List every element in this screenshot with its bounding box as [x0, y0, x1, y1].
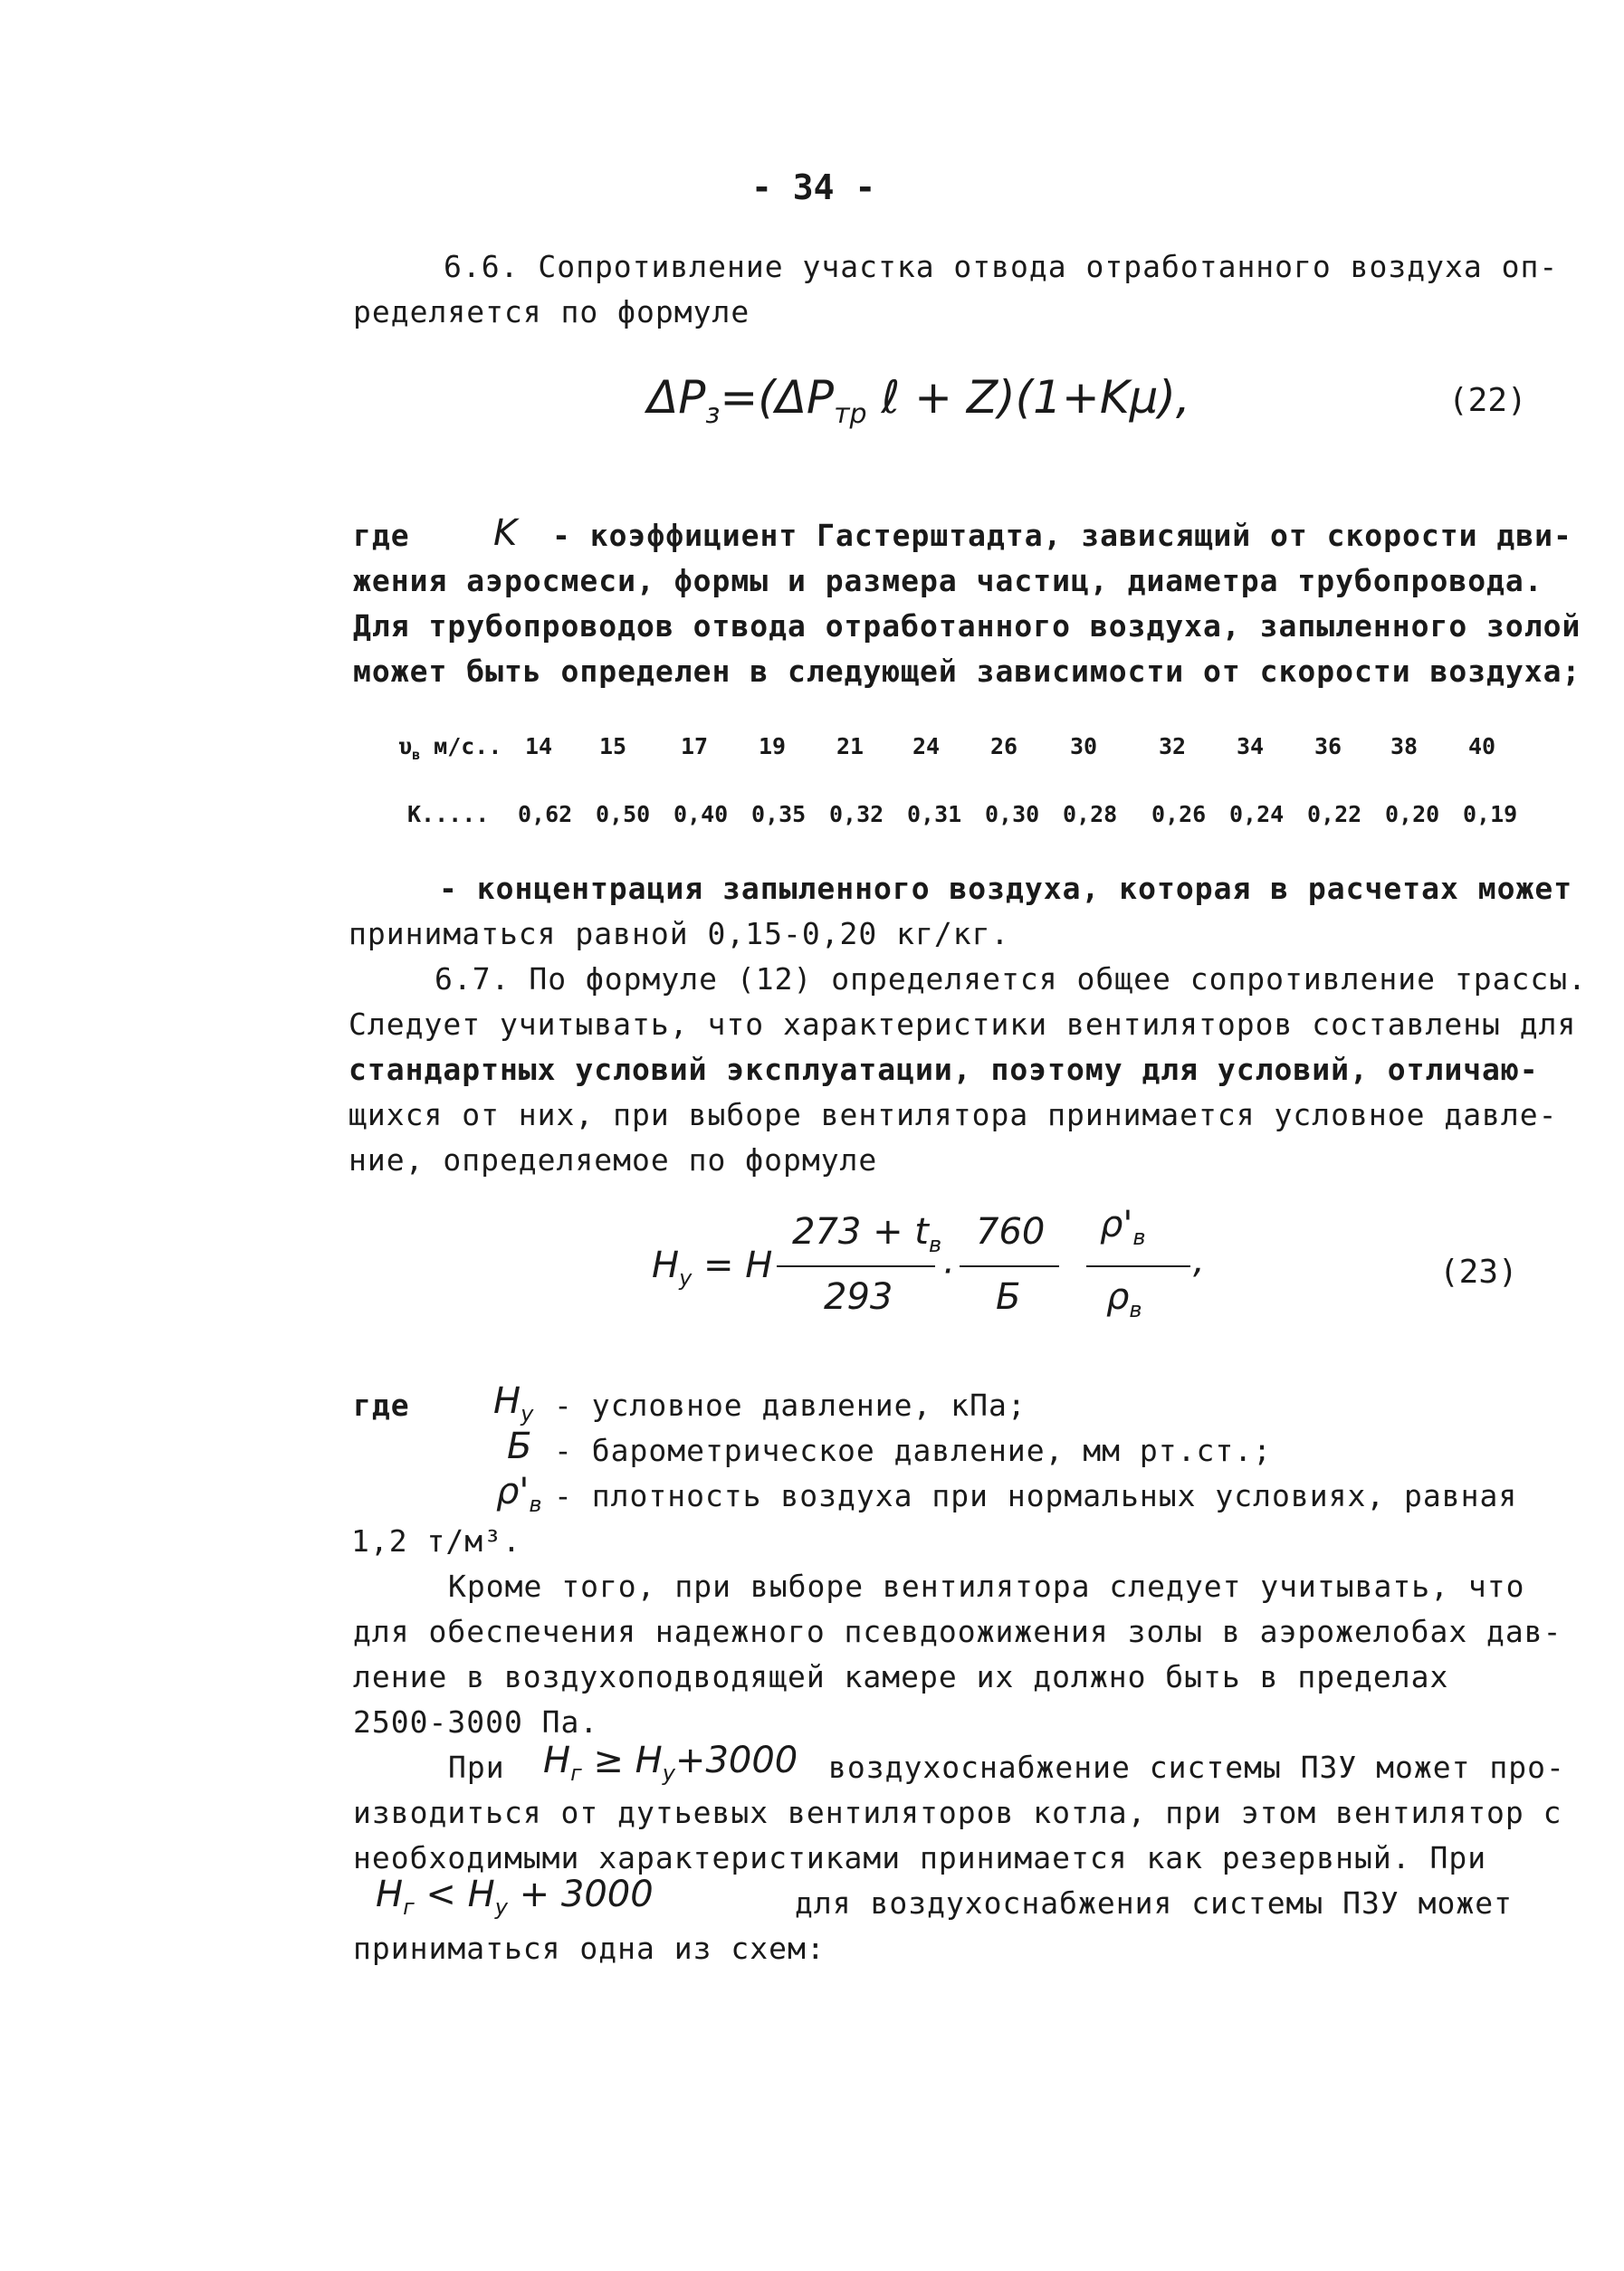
- conditions-pri: При: [448, 1750, 505, 1785]
- table-k-cell: 0,62: [518, 801, 573, 827]
- formula-22: [647, 371, 1190, 430]
- section-6-7-line4: щихся от них, при выборе вентилятора принимается условное давле-: [349, 1097, 1558, 1132]
- section-6-6-line2: ределяется по формуле: [353, 294, 750, 329]
- section-6-7-line2: Следует учитывать, что характеристики вентиляторов составлены для: [349, 1007, 1577, 1042]
- table-v-cell: 40: [1468, 733, 1496, 759]
- table-v-cell: 36: [1314, 733, 1342, 759]
- formula-23-dot: ·: [941, 1251, 953, 1293]
- hy-description: - условное давление, кПа;: [554, 1388, 1027, 1423]
- rho-symbol: $\rho'_в$: [496, 1471, 542, 1517]
- where-label-23: где: [353, 1388, 410, 1423]
- conditions-line5: приниматься одна из схем:: [353, 1931, 826, 1966]
- formula-23-num1: $273 + t_в$: [792, 1211, 942, 1257]
- hy-symbol: $H_y$: [493, 1380, 534, 1427]
- table-k-cell: 0,50: [596, 801, 651, 827]
- table-v-cell: 34: [1237, 733, 1265, 759]
- where-label-k: где: [353, 518, 410, 553]
- table-k-cell: 0,30: [985, 801, 1040, 827]
- table-v-cell: 21: [836, 733, 865, 759]
- condition-1: $H_г \ge H_y+3000$: [543, 1740, 798, 1786]
- formula-23-num2: 760: [976, 1211, 1046, 1253]
- formula-23-lhs: $H_y = H$: [652, 1245, 773, 1291]
- table-v-cell: 15: [599, 733, 627, 759]
- table-k-cell: 0,20: [1385, 801, 1440, 827]
- mu-note-line2: приниматься равной 0,15-0,20 кг/кг.: [349, 916, 1010, 951]
- table-k-cell: 0,40: [673, 801, 729, 827]
- table-k-cell: 0,22: [1307, 801, 1362, 827]
- fraction-bar-1: [777, 1265, 935, 1267]
- conditions-line2: изводиться от дутьевых вентиляторов котла, при этом вентилятор с: [353, 1795, 1562, 1830]
- where-k-line4: может быть определен в следующей зависимости от скорости воздуха;: [353, 654, 1581, 689]
- fans-line2: для обеспечения надежного псевдоожижения золы в аэрожелобах дав-: [353, 1614, 1562, 1649]
- mu-note-line1: - концентрация запыленного воздуха, которая в расчетах может: [439, 871, 1573, 906]
- table-k-cell: 0,28: [1063, 801, 1118, 827]
- formula-23-comma: ,: [1193, 1240, 1205, 1282]
- fans-line3: ление в воздухоподводящей камере их должно быть в пределах: [353, 1659, 1449, 1694]
- fraction-bar-3: [1086, 1265, 1190, 1267]
- rho-value: 1,2 т/м³.: [351, 1523, 521, 1559]
- b-symbol: Б: [507, 1426, 532, 1467]
- where-k-line1: - коэффициент Гастерштадта, зависящий от скорости дви-: [552, 518, 1572, 553]
- table-k-cell: 0,24: [1229, 801, 1285, 827]
- formula-23-num3: $\rho'_в$: [1100, 1204, 1146, 1250]
- table-k-cell: 0,31: [907, 801, 962, 827]
- section-6-7-line1: 6.7. По формуле (12) определяется общее сопротивление трассы.: [435, 961, 1587, 997]
- table-v-cell: 32: [1159, 733, 1187, 759]
- table-v-cell: 38: [1390, 733, 1419, 759]
- table-v-cell: 17: [681, 733, 709, 759]
- table-k-cell: 0,35: [751, 801, 807, 827]
- table-k-cell: 0,32: [829, 801, 884, 827]
- table-row1-label: $\upsilon_в$ м/с..: [398, 733, 502, 763]
- formula-22-lhs-sub: з: [705, 398, 721, 430]
- k-symbol: K: [493, 512, 518, 554]
- table-v-cell: 26: [990, 733, 1018, 759]
- table-k-cell: 0,26: [1151, 801, 1207, 827]
- conditions-line4-rest: для воздухоснабжения системы ПЗУ может: [795, 1885, 1513, 1921]
- table-k-cell: 0,19: [1463, 801, 1518, 827]
- fraction-bar-2: [960, 1265, 1059, 1267]
- conditions-line1-rest: воздухоснабжение системы ПЗУ может про-: [828, 1750, 1565, 1785]
- table-v-cell: 19: [759, 733, 787, 759]
- formula-22-rhs: ℓ + Z)(1+Kμ),: [881, 371, 1190, 424]
- formula-22-eq: =(ΔP: [720, 371, 835, 424]
- formula-23-number: (23): [1439, 1254, 1518, 1291]
- conditions-line3: необходимыми характеристиками принимается как резервный. При: [353, 1840, 1487, 1875]
- section-6-6-line1: 6.6. Сопротивление участка отвода отработанного воздуха оп-: [444, 249, 1559, 284]
- formula-22-lhs: ΔP: [647, 371, 706, 424]
- table-v-cell: 24: [912, 733, 941, 759]
- formula-22-tp-sub: тр: [834, 398, 867, 430]
- formula-23-den2: Б: [996, 1276, 1021, 1318]
- formula-22-number: (22): [1448, 382, 1527, 419]
- page-number: - 34 -: [751, 167, 876, 207]
- where-k-line3: Для трубопроводов отвода отработанного воздуха, запыленного золой: [353, 608, 1581, 644]
- condition-2: $H_г < H_y + 3000$: [376, 1874, 654, 1920]
- section-6-7-line3: стандартных условий эксплуатации, поэтому для условий, отличаю-: [349, 1052, 1539, 1087]
- fans-line1: Кроме того, при выборе вентилятора следует учитывать, что: [448, 1569, 1525, 1604]
- table-v-cell: 14: [525, 733, 553, 759]
- rho-description: - плотность воздуха при нормальных условиях, равная: [554, 1478, 1518, 1513]
- where-k-line2: жения аэросмеси, формы и размера частиц, диаметра трубопровода.: [353, 563, 1543, 598]
- formula-23-den3: $\rho_в$: [1106, 1276, 1142, 1322]
- table-v-cell: 30: [1070, 733, 1098, 759]
- table-row2-label: K.....: [407, 801, 490, 827]
- section-6-7-line5: ние, определяемое по формуле: [349, 1142, 878, 1178]
- b-description: - барометрическое давление, мм рт.ст.;: [554, 1433, 1272, 1468]
- fans-line4: 2500-3000 Па.: [353, 1704, 599, 1740]
- formula-23-den1: 293: [824, 1276, 893, 1318]
